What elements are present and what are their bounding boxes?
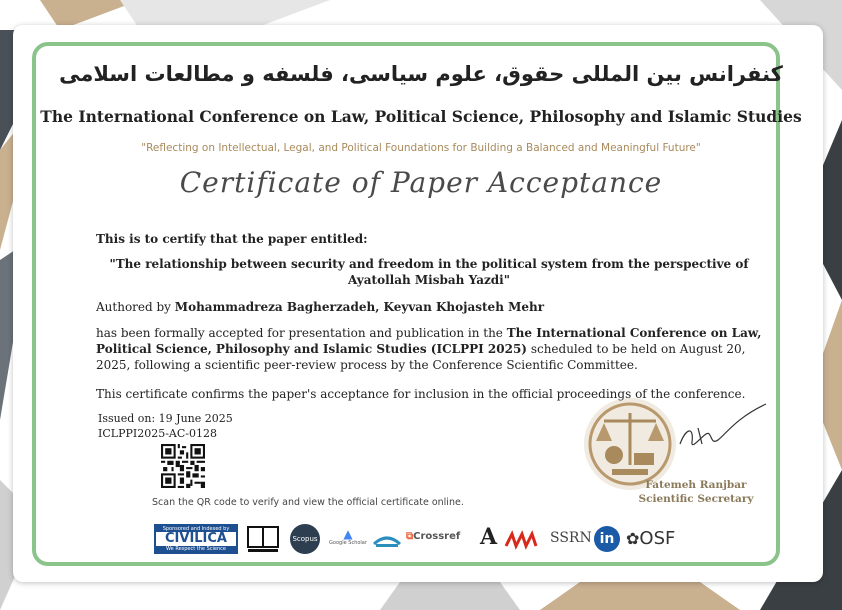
academia-logo[interactable]: A	[480, 524, 498, 550]
scopus-logo[interactable]: Scopus	[290, 524, 320, 554]
issue-info	[98, 411, 233, 441]
paper-title-line2: Ayatollah Misbah Yazdi"	[347, 273, 510, 287]
linkedin-logo[interactable]: in	[594, 526, 620, 552]
crossref-icon: ⧉	[406, 531, 414, 542]
confirmation-statement: This certificate confirms the paper's acceptance for inclusion in the official proceedings of the conference.	[96, 387, 746, 401]
conference-title-english: The International Conference on Law, Political Science, Philosophy and Islamic Studies	[40, 107, 802, 126]
osf-flower-icon: ✿	[626, 529, 640, 548]
signature-icon	[672, 398, 772, 458]
qr-instruction: Scan the QR code to verify and view the official certificate online.	[152, 497, 464, 508]
authored-by-label: Authored by	[96, 300, 171, 314]
google-scholar-logo[interactable]: ▲ Google Scholar	[329, 527, 367, 546]
certificate-id: ICLPPI2025-AC-0128	[98, 427, 217, 440]
acceptance-prefix: has been formally accepted for presentation and publication in the	[96, 326, 503, 340]
magiran-logo-icon[interactable]	[372, 530, 402, 550]
author-names: Mohammadreza Bagherzadeh, Keyvan Khojasteh Mehr	[174, 300, 545, 314]
authors-line	[96, 299, 544, 315]
book-logo-icon[interactable]	[246, 524, 280, 554]
conference-title-persian: کنفرانس بین المللی حقوق، علوم سیاسی، فلسفه و مطالعات اسلامی	[59, 62, 783, 86]
scholar-cap-icon: ▲	[343, 527, 353, 541]
certificate-heading: Certificate of Paper Acceptance	[179, 166, 663, 199]
osf-logo[interactable]: ✿OSF	[626, 528, 676, 549]
conference-name: The International Conference on Law, Political Science, Philosophy and Islamic Studies (ICLPPI 2025)	[96, 326, 762, 356]
conference-subtitle: "Reflecting on Intellectual, Legal, and Political Foundations for Building a Balanced and Meaningful Future"	[141, 142, 701, 154]
signer-role: Scientific Secretary	[638, 493, 754, 505]
civilica-logo[interactable]: Sponsored and Indexed by CIVILICA We Respect the Science	[154, 524, 238, 554]
research-logo-icon[interactable]	[504, 530, 542, 550]
paper-title-line1: "The relationship between security and freedom in the political system from the perspective of	[109, 257, 749, 271]
certify-statement: This is to certify that the paper entitled:	[96, 232, 368, 246]
acceptance-paragraph	[96, 325, 766, 373]
signer-name: Fatemeh Ranjbar	[645, 479, 747, 491]
acceptance-suffix: scheduled to be held on August 20, 2025, following a scientific peer-review process by the Conference Scientific Committee.	[96, 342, 746, 372]
ssrn-logo[interactable]: SSRN	[550, 530, 592, 546]
signer-block	[626, 478, 766, 506]
crossref-logo[interactable]: ⧉Crossref	[406, 531, 461, 542]
paper-title	[96, 256, 762, 288]
issued-date: Issued on: 19 June 2025	[98, 412, 233, 425]
qr-code-icon[interactable]	[161, 444, 205, 488]
